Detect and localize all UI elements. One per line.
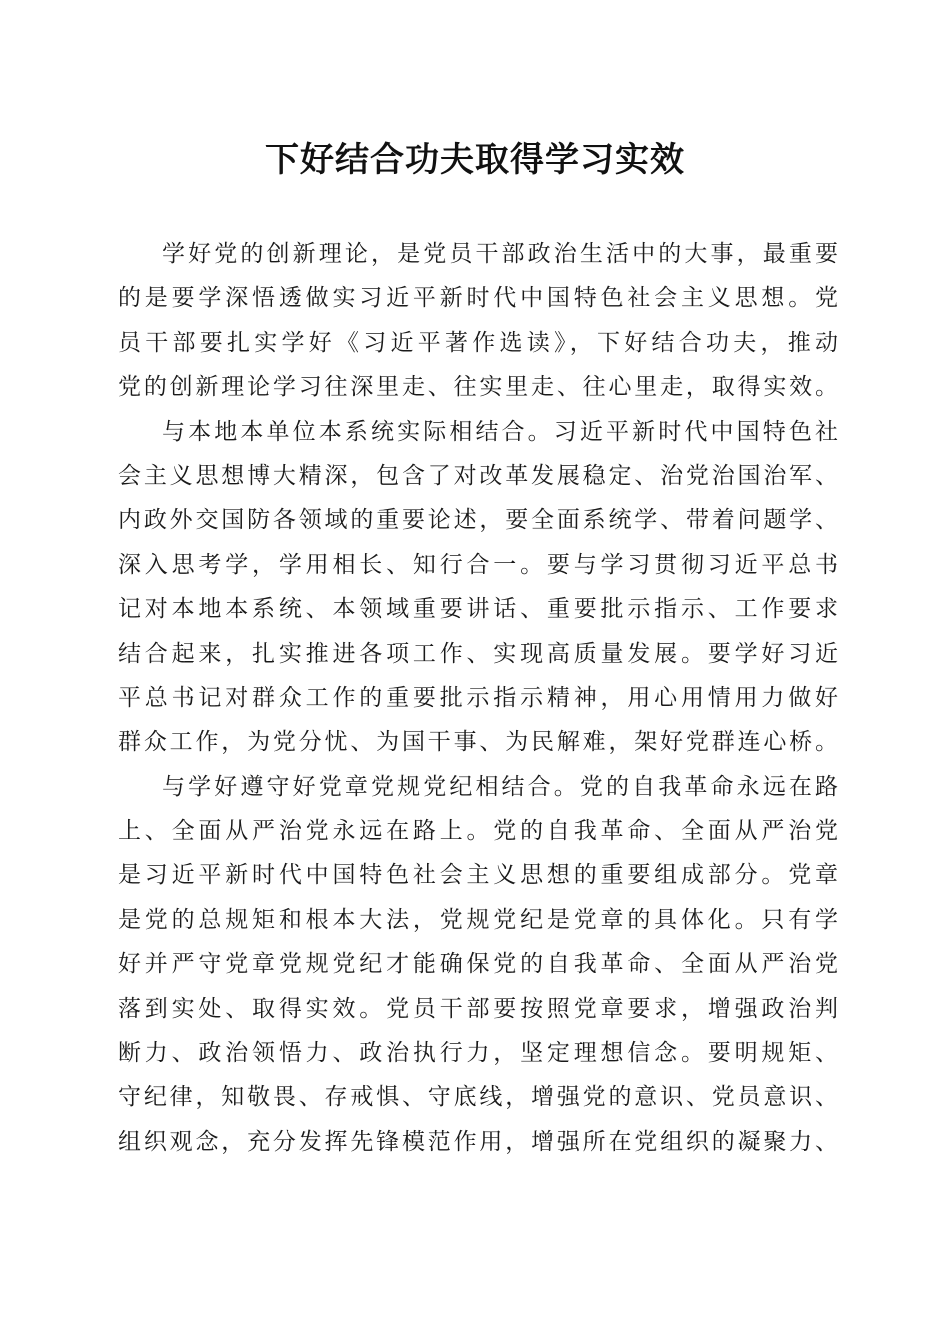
paragraph-line: 与学好遵守好党章党规党纪相结合。党的自我革命永远在路 <box>162 773 838 800</box>
paragraph-line: 落到实处、取得实效。党员干部要按照党章要求，增强政治判 <box>118 995 838 1022</box>
paragraph-line: 是习近平新时代中国特色社会主义思想的重要组成部分。党章 <box>118 862 838 889</box>
paragraph-line: 内政外交国防各领域的重要论述，要全面系统学、带着问题学、 <box>118 507 838 534</box>
paragraph-line: 平总书记对群众工作的重要批示指示精神，用心用情用力做好 <box>118 684 838 711</box>
paragraph-line: 群众工作，为党分忧、为国干事、为民解难，架好党群连心桥。 <box>118 729 838 756</box>
paragraph-line: 断力、政治领悟力、政治执行力，坚定理想信念。要明规矩、 <box>118 1040 838 1067</box>
paragraph-line: 守纪律，知敬畏、存戒惧、守底线，增强党的意识、党员意识、 <box>118 1084 838 1111</box>
paragraph-line: 深入思考学，学用相长、知行合一。要与学习贯彻习近平总书 <box>118 551 838 578</box>
paragraph-line: 是党的总规矩和根本大法，党规党纪是党章的具体化。只有学 <box>118 906 838 933</box>
paragraph-line: 党的创新理论学习往深里走、往实里走、往心里走，取得实效。 <box>118 374 838 401</box>
paragraph-line: 学好党的创新理论，是党员干部政治生活中的大事，最重要 <box>162 241 838 267</box>
paragraph-line: 组织观念，充分发挥先锋模范作用，增强所在党组织的凝聚力、 <box>118 1128 838 1155</box>
paragraph-line: 员干部要扎实学好《习近平著作选读》，下好结合功夫，推动 <box>118 329 838 356</box>
paragraph-line: 与本地本单位本系统实际相结合。习近平新时代中国特色社 <box>162 418 838 445</box>
paragraph-line: 会主义思想博大精深，包含了对改革发展稳定、治党治国治军、 <box>118 462 838 489</box>
paragraph-line: 的是要学深悟透做实习近平新时代中国特色社会主义思想。党 <box>118 285 838 312</box>
document-body <box>118 232 838 1164</box>
paragraph-line: 结合起来，扎实推进各项工作、实现高质量发展。要学好习近 <box>118 640 838 667</box>
paragraph-line: 上、全面从严治党永远在路上。党的自我革命、全面从严治党 <box>118 818 838 845</box>
paragraph-line: 好并严守党章党规党纪才能确保党的自我革命、全面从严治党 <box>118 951 838 978</box>
paragraph-line: 记对本地本系统、本领域重要讲话、重要批示指示、工作要求 <box>118 596 838 623</box>
document-title: 下好结合功夫取得学习实效 <box>265 140 685 180</box>
